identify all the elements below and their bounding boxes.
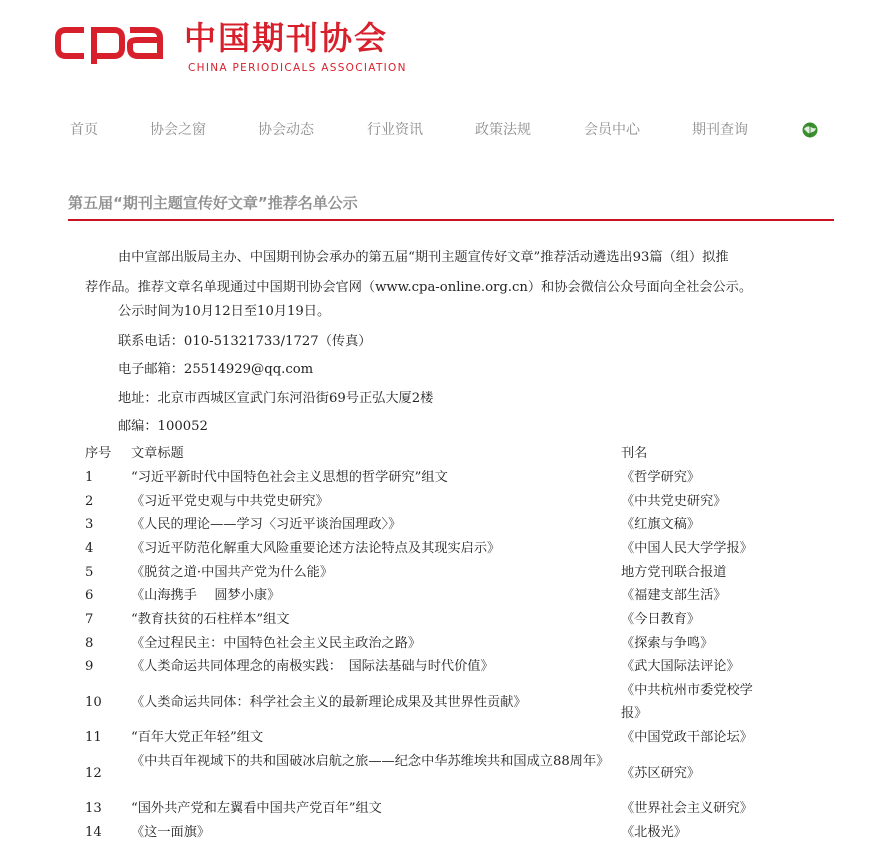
row-journal: 《中国党政干部论坛》: [621, 730, 753, 745]
row-title: 《人类命运共同体理念的南极实践： 国际法基础与时代价值》: [131, 659, 494, 674]
nav-association-window[interactable]: 协会之窗: [150, 122, 206, 138]
row-title: 《人民的理论——学习〈习近平谈治国理政〉》: [131, 517, 402, 532]
row-journal: 《哲学研究》: [621, 470, 701, 485]
row-no: 14: [85, 825, 102, 840]
row-no: 8: [85, 636, 94, 651]
nav-industry-info[interactable]: 行业资讯: [367, 122, 423, 138]
postcode: 邮编：100052: [118, 419, 208, 434]
row-title: 《人类命运共同体：科学社会主义的最新理论成果及其世界性贡献》: [131, 695, 527, 710]
row-title: 《中共百年视域下的共和国破冰启航之旅——纪念中华苏维埃共和国成立88周年》: [131, 754, 610, 769]
site-title-en: CHINA PERIODICALS ASSOCIATION: [188, 62, 407, 74]
row-no: 11: [85, 730, 102, 745]
globe-icon[interactable]: [801, 121, 819, 139]
row-journal: 《世界社会主义研究》: [621, 801, 753, 816]
nav-periodical-search[interactable]: 期刊查询: [692, 122, 748, 138]
intro-line-1: 由中宣部出版局主办、中国期刊协会承办的第五届“期刊主题宣传好文章”推荐活动遴选出93篇（组）拟推: [118, 250, 729, 265]
contact-address: 地址：北京市西城区宣武门东河沿街69号正弘大厦2楼: [118, 391, 434, 406]
row-no: 5: [85, 565, 94, 580]
row-no: 10: [85, 695, 102, 710]
row-no: 7: [85, 612, 94, 627]
row-journal: 《武大国际法评论》: [621, 659, 740, 674]
row-title: 《山海携手 圆梦小康》: [131, 588, 281, 603]
nav-policy[interactable]: 政策法规: [475, 122, 531, 138]
row-no: 12: [85, 766, 102, 781]
row-journal: 《中国人民大学学报》: [621, 541, 753, 556]
row-journal: 《中共杭州市委党校学报》: [621, 683, 753, 721]
row-no: 1: [85, 470, 94, 485]
intro-paragraph: [85, 243, 785, 303]
header-journal: 刊名: [621, 446, 648, 461]
row-no: 13: [85, 801, 102, 816]
publicity-period: 公示时间为10月12日至10月19日。: [118, 304, 331, 319]
row-no: 2: [85, 494, 94, 509]
row-no: 4: [85, 541, 94, 556]
row-journal: 《北极光》: [621, 825, 687, 840]
row-title: 《这一面旗》: [131, 825, 211, 840]
row-title: 《脱贫之道·中国共产党为什么能》: [131, 565, 334, 580]
row-title: “教育扶贫的石柱样本”组文: [131, 612, 290, 627]
site-header: [0, 0, 877, 90]
row-title: “习近平新时代中国特色社会主义思想的哲学研究”组文: [131, 470, 448, 485]
page-title: 第五届“期刊主题宣传好文章”推荐名单公示: [68, 194, 358, 212]
row-title: “国外共产党和左翼看中国共产党百年”组文: [131, 801, 382, 816]
row-title: 《全过程民主：中国特色社会主义民主政治之路》: [131, 636, 422, 651]
row-journal: 《中共党史研究》: [621, 494, 727, 509]
cpa-logo[interactable]: [54, 22, 166, 64]
row-journal: 《红旗文稿》: [621, 517, 701, 532]
site-title-cn[interactable]: 中国期刊协会: [184, 19, 389, 57]
title-divider: [68, 219, 834, 221]
header-title: 文章标题: [131, 446, 184, 461]
row-journal: 《苏区研究》: [621, 766, 701, 781]
row-journal: 《福建支部生活》: [621, 588, 727, 603]
contact-email[interactable]: 电子邮箱：25514929@qq.com: [118, 362, 314, 377]
nav-home[interactable]: 首页: [70, 122, 98, 138]
row-no: 3: [85, 517, 94, 532]
nav-member-center[interactable]: 会员中心: [584, 122, 640, 138]
row-journal: 《今日教育》: [621, 612, 701, 627]
contact-phone: 联系电话：010-51321733/1727（传真）: [118, 334, 372, 349]
row-title: 《习近平党史观与中共党史研究》: [131, 494, 329, 509]
row-no: 9: [85, 659, 94, 674]
header-no: 序号: [85, 446, 112, 461]
row-journal: 地方党刊联合报道: [621, 565, 727, 580]
row-journal: 《探索与争鸣》: [621, 636, 714, 651]
intro-line-2: 荐作品。推荐文章名单现通过中国期刊协会官网（www.cpa-online.org.cn）和协会微信公众号面向全社会公示。: [85, 280, 753, 295]
row-title: “百年大党正年轻”组文: [131, 730, 264, 745]
nav-association-news[interactable]: 协会动态: [258, 122, 314, 138]
row-no: 6: [85, 588, 94, 603]
row-title: 《习近平防范化解重大风险重要论述方法论特点及其现实启示》: [131, 541, 501, 556]
main-nav: [0, 118, 877, 142]
